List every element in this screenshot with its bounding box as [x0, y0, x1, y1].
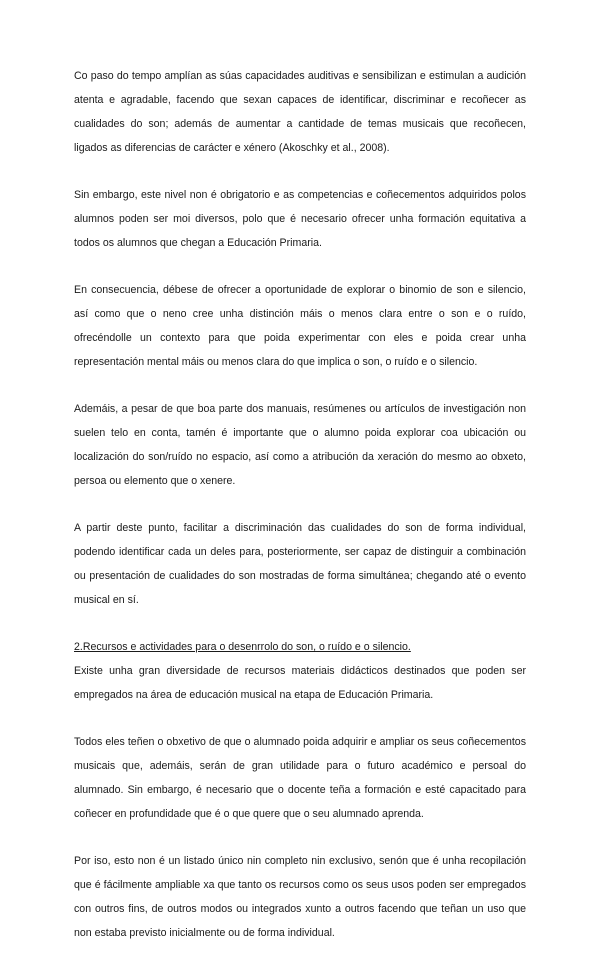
section-heading: 2.Recursos e actividades para o desenrrolo do son, o ruído e o silencio.	[74, 641, 411, 653]
paragraph-4: Ademáis, a pesar de que boa parte dos manuais, resúmenes ou artículos de investigación non suelen telo en conta, tamén é importante que o alumno poida explorar coa ubicación ou localización do son/ruído no espacio, así como a atribución da xeración do mesmo ao obxeto, persoa ou elemento que o xenere.	[74, 403, 526, 487]
section-paragraph-3: Por iso, esto non é un listado único nin completo nin exclusivo, senón que é unha recopilación que é fácilmente ampliable xa que tanto os recursos como os seus usos poden ser empregados con outros fins, de outros modos ou integrados xunto a outros facendo que teñan un uso que non estaba previsto inicialmente ou de forma individual.	[74, 855, 526, 939]
paragraph-1: Co paso do tempo amplían as súas capacidades auditivas e sensibilizan e estimulan a audición atenta e agradable, facendo que sexan capaces de identificar, discriminar e recoñecer as cualidades do son; además de aumentar a cantidade de temas musicais que recoñecen, ligados as diferencias de carácter e xénero (Akoschky et al., 2008).	[74, 70, 526, 154]
paragraph-5: A partir deste punto, facilitar a discriminación das cualidades do son de forma individual, podendo identificar cada un deles para, posteriormente, ser capaz de distinguir a combinación ou presentación de cualidades do son mostradas de forma simultánea; chegando até o evento musical en sí.	[74, 522, 526, 606]
section-paragraph-2: Todos eles teñen o obxetivo de que o alumnado poida adquirir e ampliar os seus coñecementos musicais que, ademáis, serán de gran utilidade para o futuro académico e persoal do alumnado. Sin embargo, é necesario que o docente teña a formación e esté capacitado para coñecer en profundidade que é o que quere que o seu alumnado aprenda.	[74, 736, 526, 820]
document-page	[74, 64, 526, 968]
paragraph-3: En consecuencia, débese de ofrecer a oportunidade de explorar o binomio de son e silencio, así como que o neno cree unha distinción máis o menos clara entre o son e o ruído, ofrecéndolle un contexto para que poida experimentar con eles e poida crear unha representación mental máis ou menos clara do que implica o son, o ruído e o silencio.	[74, 284, 526, 368]
section-paragraph-1: Existe unha gran diversidade de recursos materiais didácticos destinados que poden ser empregados na área de educación musical na etapa de Educación Primaria.	[74, 665, 526, 701]
paragraph-2: Sin embargo, este nivel non é obrigatorio e as competencias e coñecementos adquiridos polos alumnos poden ser moi diversos, polo que é necesario ofrecer unha formación equitativa a todos os alumnos que chegan a Educación Primaria.	[74, 189, 526, 249]
